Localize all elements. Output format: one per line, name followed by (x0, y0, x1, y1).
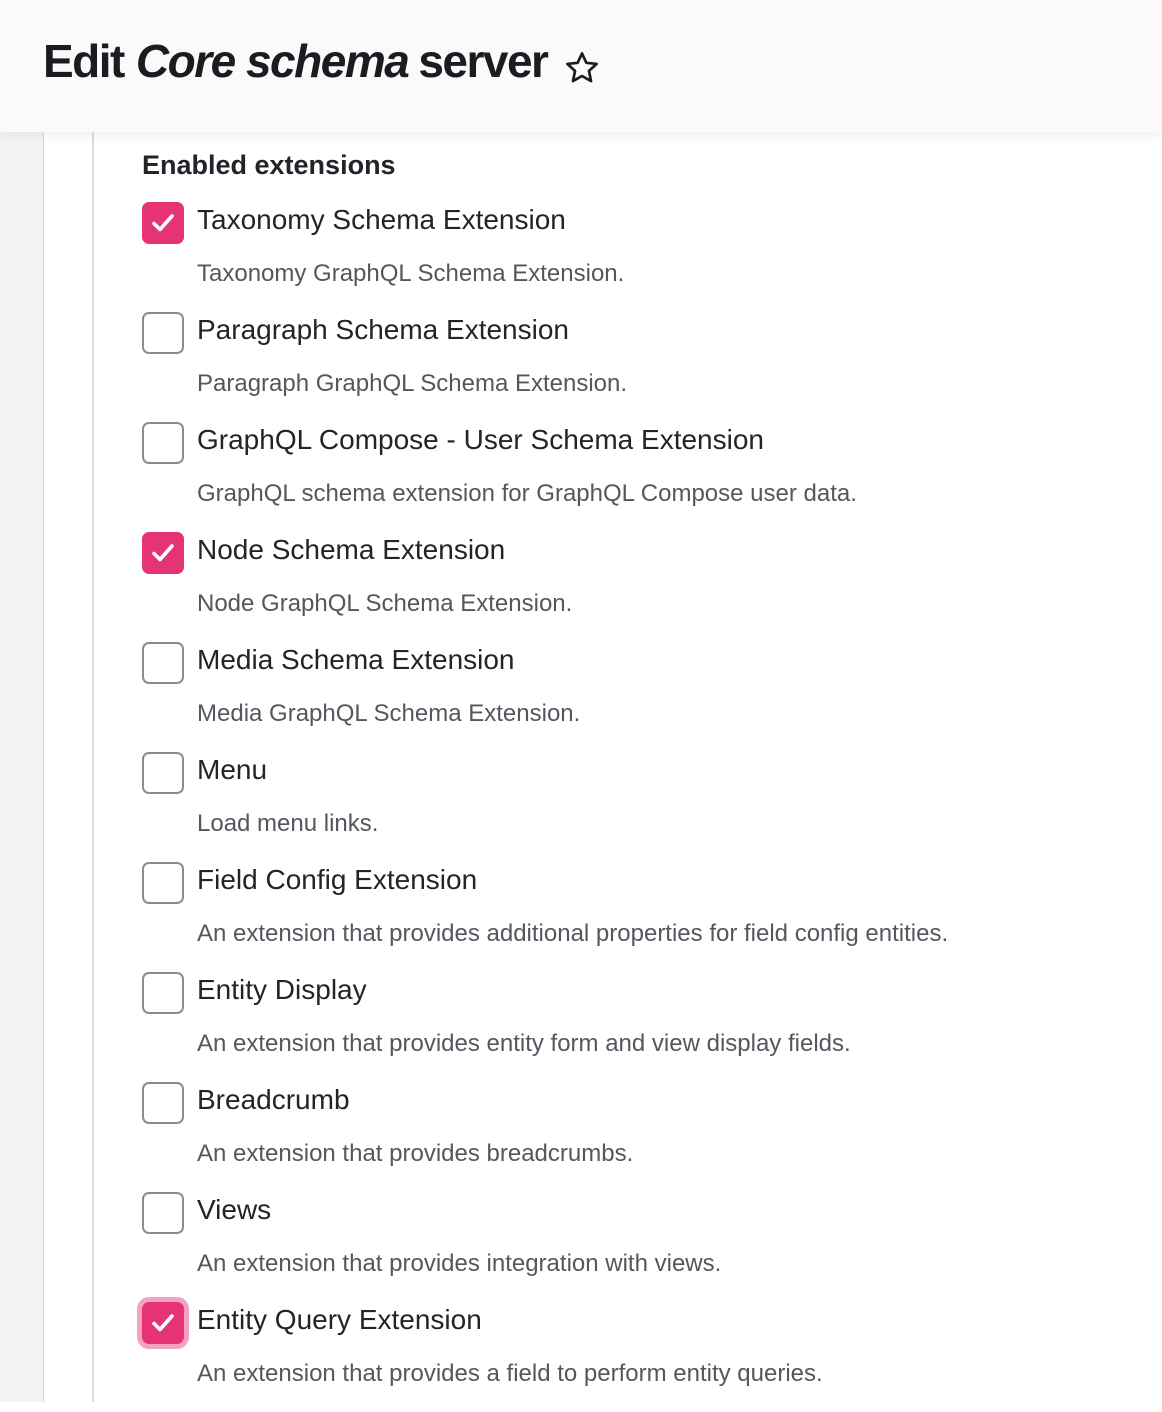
extension-item (142, 1082, 1142, 1192)
extension-item (142, 1302, 1142, 1412)
server-name: Core schema (135, 35, 409, 87)
extension-item (142, 532, 1142, 642)
extension-checkbox[interactable] (142, 1302, 184, 1344)
extension-description: GraphQL schema extension for GraphQL Compose user data. (197, 480, 857, 507)
extension-item (142, 312, 1142, 422)
extension-label[interactable]: Entity Query Extension (197, 1304, 482, 1335)
extension-checkbox[interactable] (142, 862, 184, 904)
extension-checkbox[interactable] (142, 202, 184, 244)
title-suffix: server (418, 35, 548, 87)
extension-item (142, 202, 1142, 312)
main-content (0, 132, 1162, 1402)
extension-checkbox[interactable] (142, 752, 184, 794)
extension-description: Media GraphQL Schema Extension. (197, 700, 581, 727)
extension-label[interactable]: Paragraph Schema Extension (197, 314, 569, 345)
extension-item (142, 752, 1142, 862)
extension-item (142, 422, 1142, 532)
extension-description: An extension that provides additional properties for field config entities. (197, 920, 949, 947)
extension-description: Taxonomy GraphQL Schema Extension. (197, 260, 625, 287)
extension-description: Load menu links. (197, 810, 379, 837)
page-title (43, 34, 601, 88)
extension-item (142, 1192, 1142, 1302)
extension-description: An extension that provides entity form and view display fields. (197, 1030, 851, 1057)
extension-label[interactable]: Node Schema Extension (197, 534, 506, 565)
extension-checkbox[interactable] (142, 532, 184, 574)
extension-item (142, 642, 1142, 752)
extension-label[interactable]: Entity Display (197, 974, 367, 1005)
extension-checkbox[interactable] (142, 1192, 184, 1234)
extension-label[interactable]: GraphQL Compose - User Schema Extension (197, 424, 764, 455)
extension-label[interactable]: Media Schema Extension (197, 644, 515, 675)
title-prefix: Edit (43, 35, 124, 87)
extension-item (142, 972, 1142, 1082)
extension-label[interactable]: Breadcrumb (197, 1084, 350, 1115)
extension-description: An extension that provides a field to perform entity queries. (197, 1360, 823, 1387)
section-title: Enabled extensions (142, 150, 396, 180)
extension-description: An extension that provides breadcrumbs. (197, 1140, 634, 1167)
checkmark-icon (151, 542, 175, 564)
page-header (0, 0, 1162, 132)
extension-item (142, 862, 1142, 972)
extension-label[interactable]: Taxonomy Schema Extension (197, 204, 566, 235)
extension-checkbox[interactable] (142, 972, 184, 1014)
extension-description: Node GraphQL Schema Extension. (197, 590, 573, 617)
star-icon[interactable] (563, 44, 601, 82)
extension-checkbox[interactable] (142, 422, 184, 464)
extension-label[interactable]: Field Config Extension (197, 864, 478, 895)
checkmark-icon (151, 1312, 175, 1334)
extension-checkbox[interactable] (142, 1082, 184, 1124)
extension-description: An extension that provides integration with views. (197, 1250, 722, 1277)
checkmark-icon (151, 212, 175, 234)
extension-description: Paragraph GraphQL Schema Extension. (197, 370, 628, 397)
extension-checkbox[interactable] (142, 312, 184, 354)
extension-label[interactable]: Views (197, 1194, 272, 1225)
sidebar-rail (0, 132, 44, 1402)
fieldset-rail (92, 132, 94, 1402)
extension-label[interactable]: Menu (197, 754, 268, 785)
extension-checkbox[interactable] (142, 642, 184, 684)
